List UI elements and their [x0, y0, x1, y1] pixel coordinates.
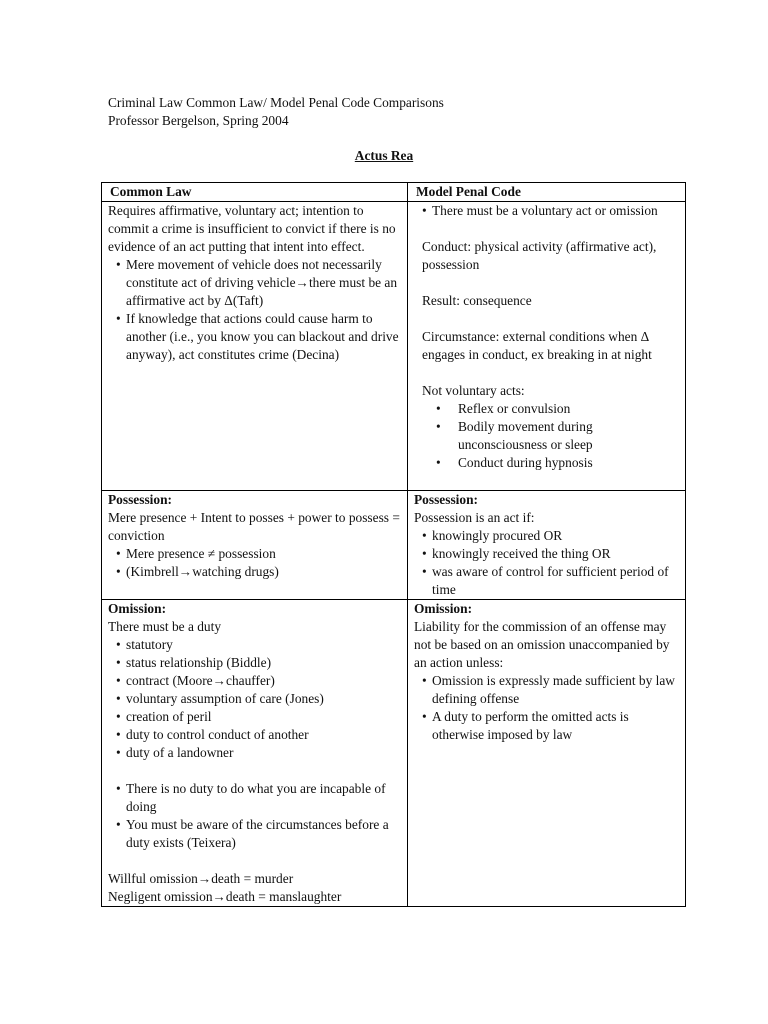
table-row-possession	[102, 491, 686, 600]
table-header-row	[102, 183, 686, 202]
table-row-actus	[102, 202, 686, 491]
omission-mpc-intro: Liability for the commission of an offense may not be based on an omission unaccompanied by an action unless:	[414, 619, 670, 670]
omission-common-law-label: Omission:	[108, 601, 167, 616]
actus-mpc-first-bullet	[414, 202, 679, 220]
list-item: • creation of peril	[116, 708, 401, 726]
column-header-common-law: Common Law	[102, 183, 408, 202]
negligent-omission-rule: Negligent omission→death = manslaughter	[108, 889, 342, 904]
list-item: • duty of a landowner	[116, 744, 401, 762]
list-item: • Omission is expressly made sufficient by law defining offense	[422, 672, 679, 708]
list-item: • knowingly received the thing OR	[422, 545, 679, 563]
list-item: • was aware of control for sufficient period of time	[422, 563, 679, 599]
list-item: • contract (Moore→chauffer)	[116, 672, 401, 690]
list-item: • There is no duty to do what you are incapable of doing	[116, 780, 401, 816]
omission-notes-list	[108, 780, 401, 852]
list-item: • voluntary assumption of care (Jones)	[116, 690, 401, 708]
cell-omission-common-law	[102, 600, 408, 907]
list-item: • duty to control conduct of another	[116, 726, 401, 744]
list-item: • Mere presence ≠ possession	[116, 545, 401, 563]
list-item: • Conduct during hypnosis	[436, 454, 679, 472]
omission-mpc-label: Omission:	[414, 601, 473, 616]
cell-actus-common-law	[102, 202, 408, 491]
table-row-omission	[102, 600, 686, 907]
list-item: • If knowledge that actions could cause harm to another (i.e., you know you can blackout and drive anyway), act constitutes crime (Decina)	[116, 310, 401, 364]
list-item: • status relationship (Biddle)	[116, 654, 401, 672]
omission-common-law-intro: There must be a duty	[108, 619, 222, 634]
section-title: Actus Rea	[354, 148, 414, 163]
possession-mpc-label: Possession:	[414, 492, 478, 507]
actus-common-law-bullets	[108, 256, 401, 364]
mpc-conduct: Conduct: physical activity (affirmative act), possession	[422, 239, 657, 272]
list-item: • A duty to perform the omitted acts is otherwise imposed by law	[422, 708, 679, 744]
list-item: • (Kimbrell→watching drugs)	[116, 563, 401, 581]
mpc-circumstance: Circumstance: external conditions when Δ engages in conduct, ex breaking in at night	[422, 329, 652, 362]
list-item: • You must be aware of the circumstances before a duty exists (Teixera)	[116, 816, 401, 852]
comparison-table	[101, 182, 686, 907]
list-item: • knowingly procured OR	[422, 527, 679, 545]
cell-possession-mpc	[408, 491, 686, 600]
cell-omission-mpc	[408, 600, 686, 907]
omission-duties-list	[108, 636, 401, 762]
omission-mpc-bullets	[414, 672, 679, 744]
possession-mpc-bullets	[414, 527, 679, 599]
possession-mpc-intro: Possession is an act if:	[414, 510, 535, 525]
list-item: • statutory	[116, 636, 401, 654]
mpc-result: Result: consequence	[422, 293, 532, 308]
mpc-not-voluntary-label: Not voluntary acts:	[422, 383, 525, 398]
cell-possession-common-law	[102, 491, 408, 600]
possession-common-law-label: Possession:	[108, 492, 172, 507]
list-item: • Reflex or convulsion	[436, 400, 679, 418]
cell-actus-mpc	[408, 202, 686, 491]
willful-omission-rule: Willful omission→death = murder	[108, 871, 294, 886]
professor-line: Professor Bergelson, Spring 2004	[108, 113, 289, 128]
list-item: • Mere movement of vehicle does not necessarily constitute act of driving vehicle→there must be an affirmative act by Δ(Taft)	[116, 256, 401, 310]
column-header-model-penal-code: Model Penal Code	[408, 183, 686, 202]
list-item: • There must be a voluntary act or omission	[422, 202, 679, 220]
document-header	[108, 94, 444, 130]
possession-common-law-intro: Mere presence + Intent to posses + power to possess = conviction	[108, 510, 400, 543]
course-title: Criminal Law Common Law/ Model Penal Code Comparisons	[108, 95, 444, 110]
possession-common-law-bullets	[108, 545, 401, 581]
mpc-not-voluntary-list	[414, 400, 679, 472]
list-item: • Bodily movement during unconsciousness or sleep	[436, 418, 679, 454]
actus-common-law-intro: Requires affirmative, voluntary act; intention to commit a crime is insufficient to convict if there is no evidence of an act putting that intent into effect.	[108, 203, 396, 254]
